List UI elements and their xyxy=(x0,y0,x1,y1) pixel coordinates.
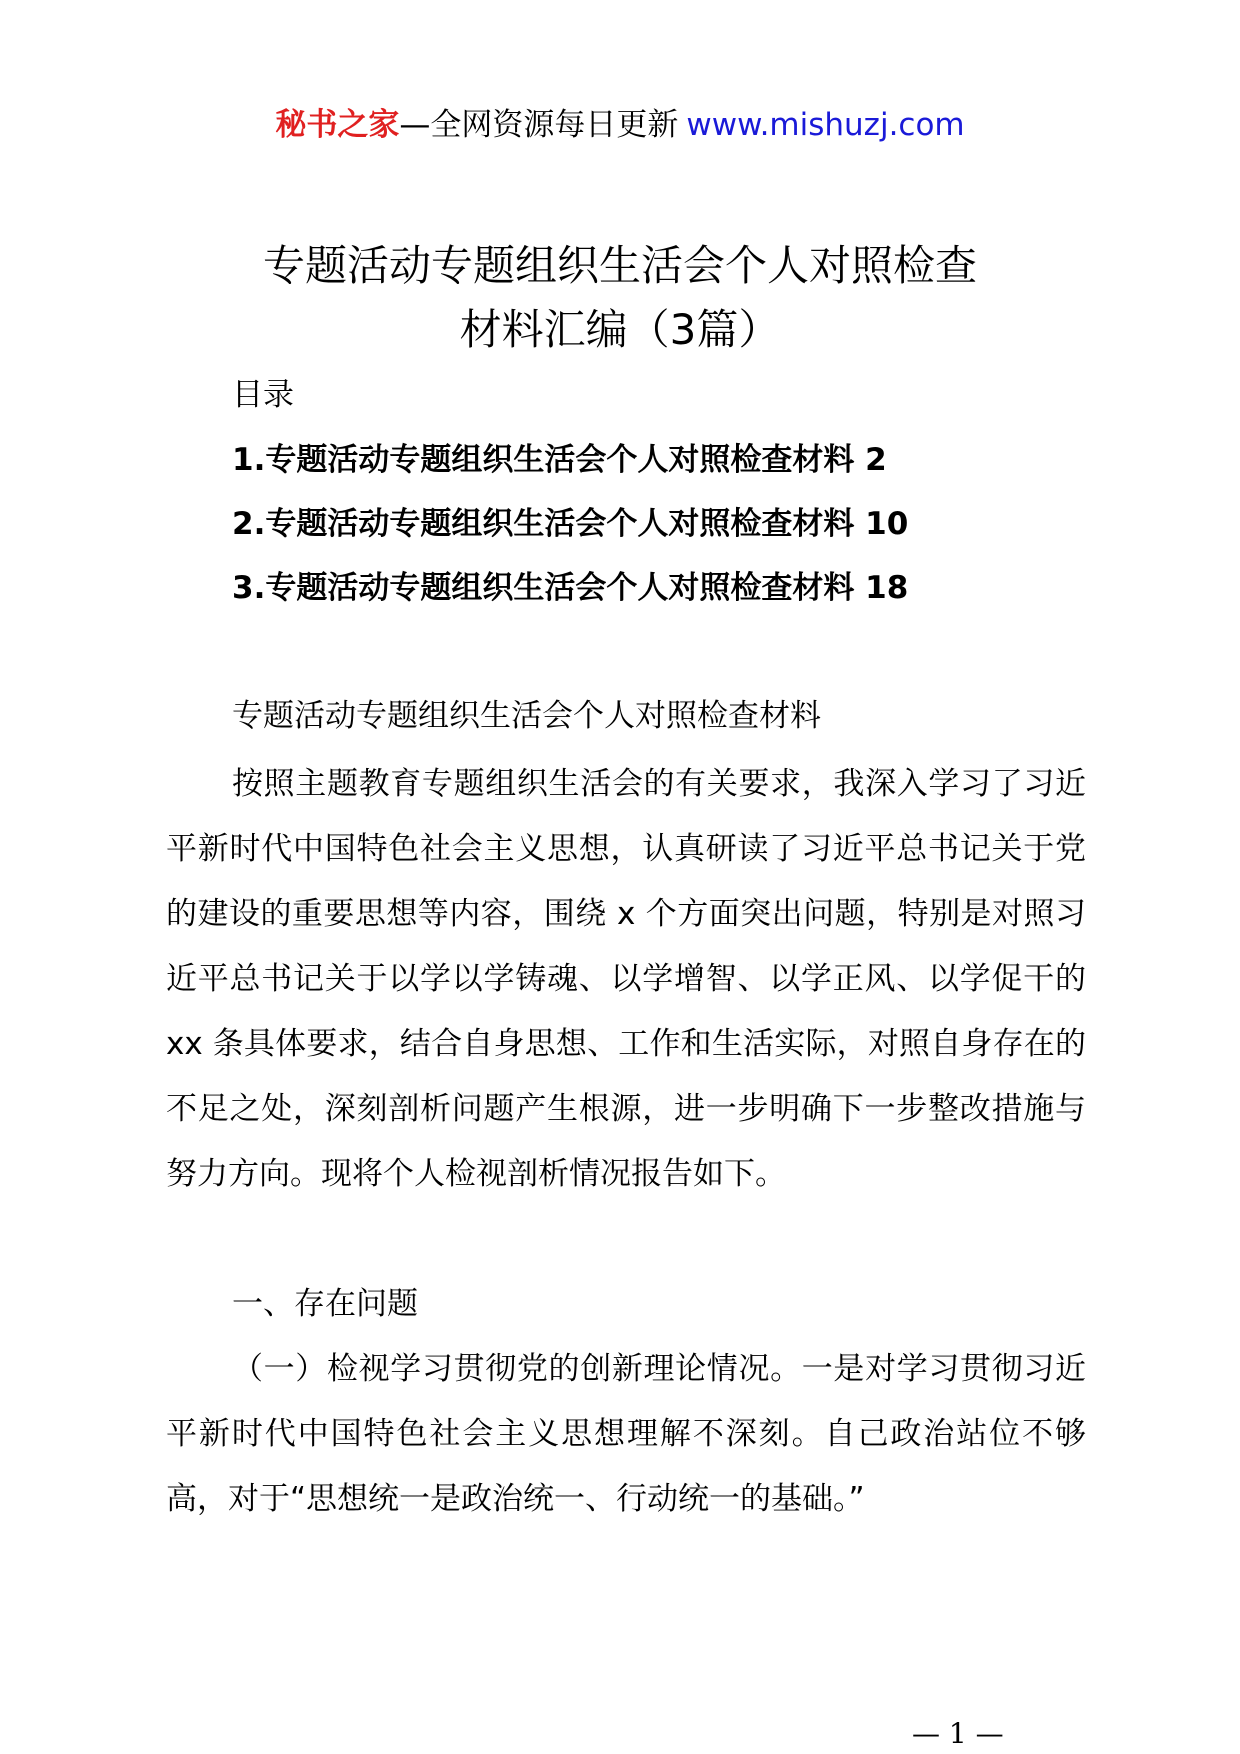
document-title-line-1: 专题活动专题组织生活会个人对照检查 xyxy=(262,241,977,290)
brand-name: 秘书之家 xyxy=(275,107,400,143)
toc-item[interactable]: 1.专题活动专题组织生活会个人对照检查材料 2 xyxy=(232,442,887,478)
body-paragraph: （一）检视学习贯彻党的创新理论情况。一是对学习贯彻习近平新时代中国特色社会主义思想理解不深刻。自己政治站位不够高，对于“思想统一是政治统一、行动统一的基础。” xyxy=(166,1351,1086,1517)
toc-heading: 目录 xyxy=(232,377,294,413)
site-header xyxy=(0,103,1240,147)
toc-item[interactable]: 2.专题活动专题组织生活会个人对照检查材料 10 xyxy=(232,506,909,542)
toc-item[interactable]: 3.专题活动专题组织生活会个人对照检查材料 18 xyxy=(232,570,909,606)
header-tagline: —全网资源每日更新 xyxy=(399,107,679,143)
document-title-line-2: 材料汇编（3篇） xyxy=(459,305,781,354)
section-heading: 一、存在问题 xyxy=(232,1286,418,1322)
body-paragraph: 按照主题教育专题组织生活会的有关要求，我深入学习了习近平新时代中国特色社会主义思想，认真研读了习近平总书记关于党的建设的重要思想等内容，围绕 x 个方面突出问题，特别是对照习近平总书记关于以学以学铸魂、以学增智、以学正风、以学促干的 xx 条具体要求，结合自身思想、工作和生活实际，对照自身存在的不足之处，深刻剖析问题产生根源，进一步明确下一步整改措施与努力方向。现将个人检视剖析情况报告如下。 xyxy=(166,766,1086,1192)
section-title: 专题活动专题组织生活会个人对照检查材料 xyxy=(232,698,821,734)
page-number: — 1 — xyxy=(912,1717,1004,1750)
site-url-link[interactable]: www.mishuzj.com xyxy=(686,107,965,143)
